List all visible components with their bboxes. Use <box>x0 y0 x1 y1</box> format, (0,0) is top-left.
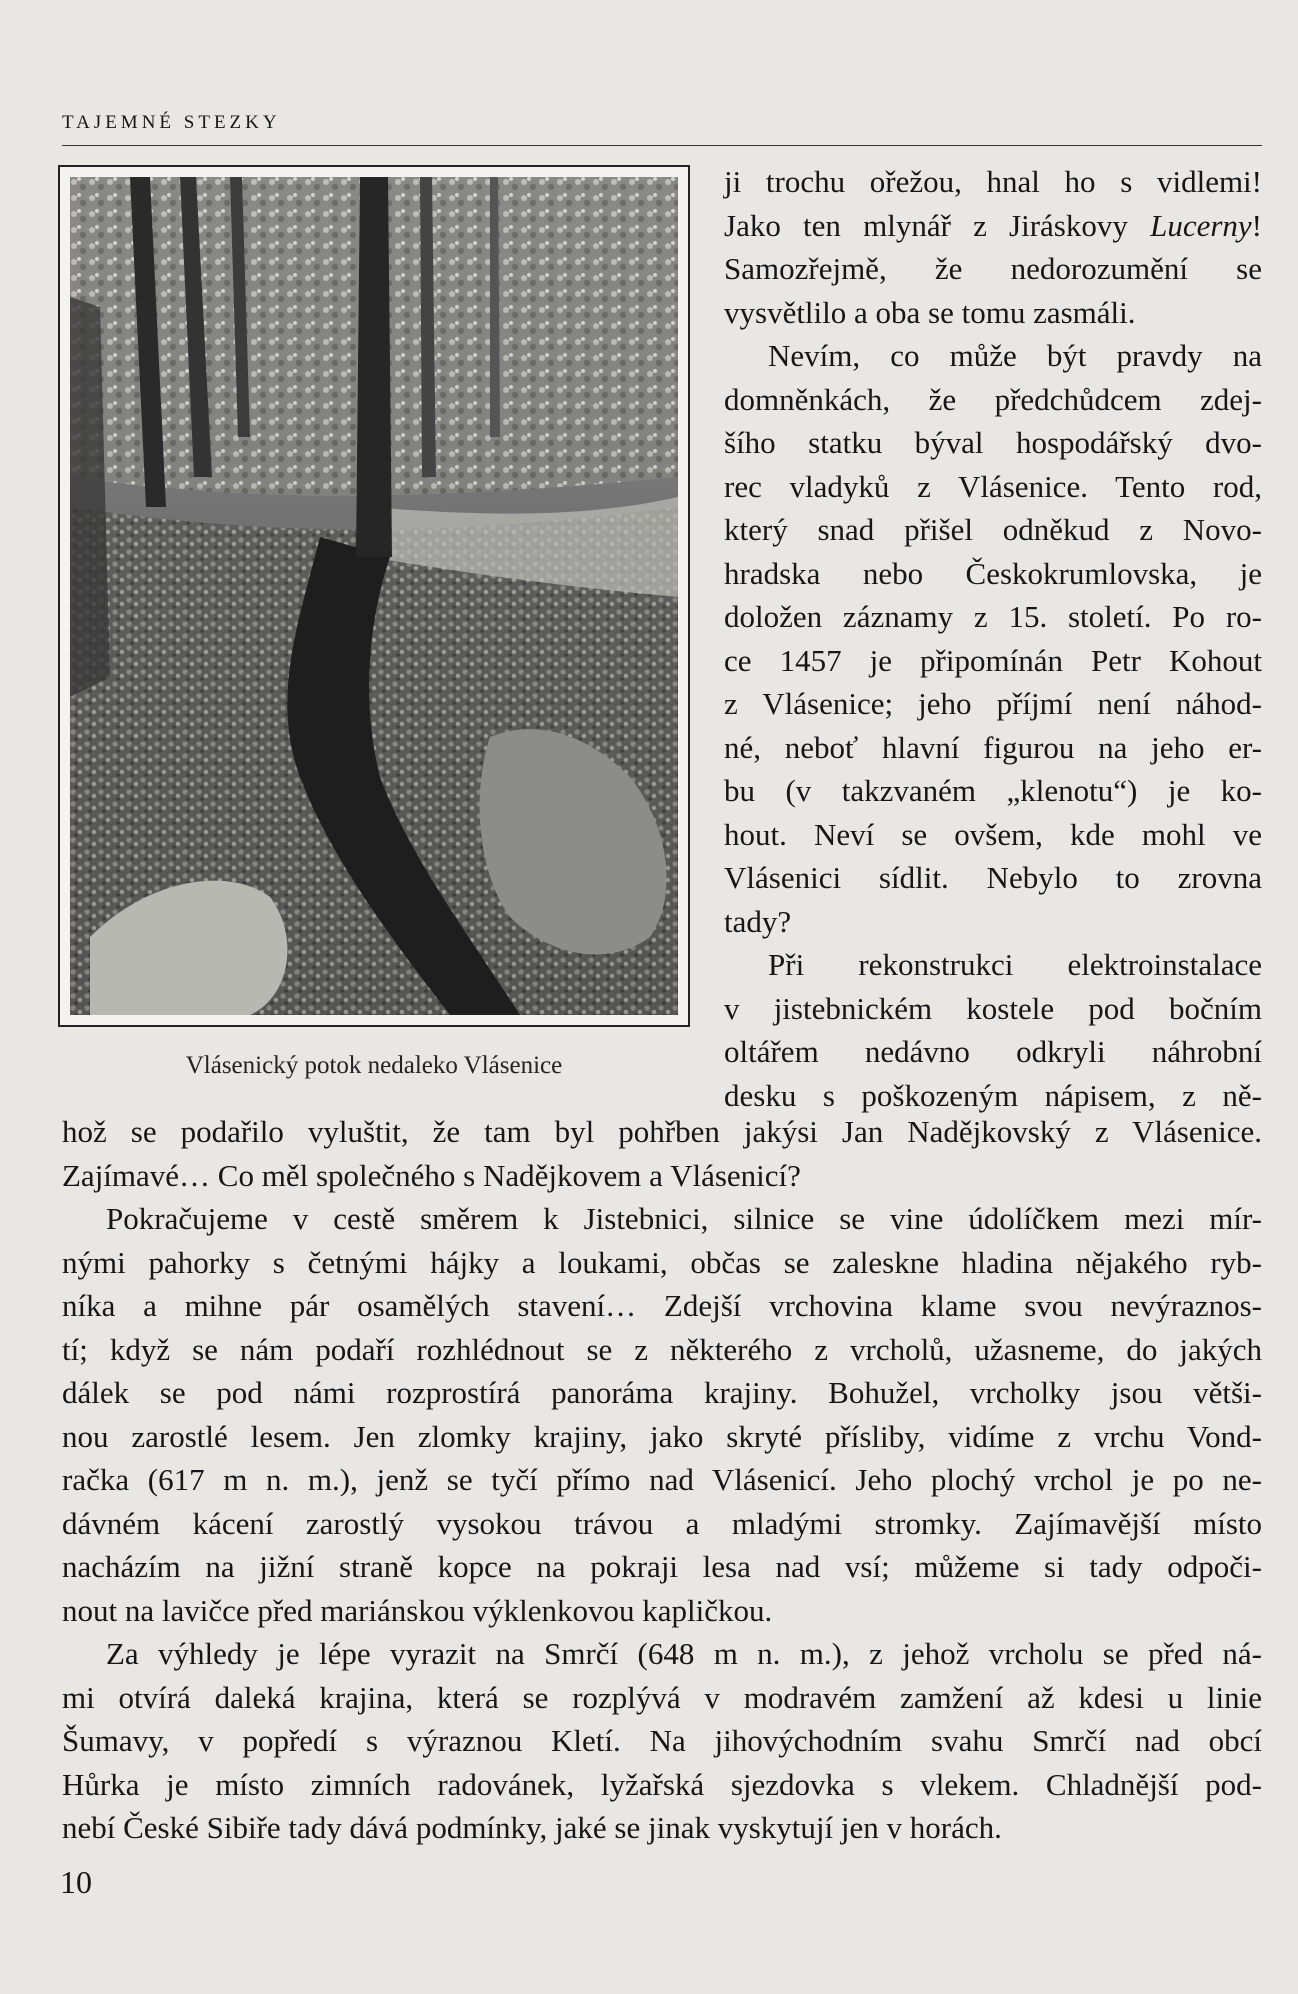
text-line: domněnkách, že předchůdcem zdej- <box>724 381 1262 417</box>
text-line: z Vlásenice; jeho příjmí není náhod- <box>724 686 1262 721</box>
text-line: dávném kácení zarostlý vysokou trávou a mladými stromky. Zajímavější místo <box>62 1505 1262 1541</box>
text-line: nebí České Sibiře tady dává podmínky, jaké se jinak vyskytují jen v horách. <box>62 1810 1002 1845</box>
full-width-text <box>62 1110 1262 1850</box>
text-line: nými pahorky s četnými hájky a loukami, občas se zaleskne hladina nějakého ryb- <box>62 1244 1262 1280</box>
text-line: níka a mihne pár osamělých stavení… Zdejší vrchovina klame svou nevýraznos- <box>62 1288 1262 1323</box>
text-line: Zajímavé… Co měl společného s Nadějkovem a Vlásenicí? <box>62 1157 801 1193</box>
text-line: desku s poškozeným nápisem, z ně- <box>724 1077 1262 1113</box>
running-title: TAJEMNÉ STEZKY <box>62 112 281 133</box>
text-line: Hůrka je místo zimních radovánek, lyžařská sjezdovka s vlekem. Chladnější pod- <box>62 1766 1262 1802</box>
right-column-text <box>724 160 1262 1117</box>
text-line: Při rekonstrukci elektroinstalace <box>768 947 1262 982</box>
text-line: ce 1457 je připomínán Petr Kohout <box>724 642 1262 678</box>
text-line: v jistebnickém kostele pod bočním <box>724 990 1262 1026</box>
figure-caption: Vlásenický potok nedaleko Vlásenice <box>185 1052 563 1079</box>
text-line: Samozřejmě, že nedorozumění se <box>724 251 1262 286</box>
text-line: račka (617 m n. m.), jenž se tyčí přímo nad Vlásenicí. Jeho plochý vrchol je po ne- <box>62 1462 1262 1497</box>
text-line: hradska nebo Českokrumlovska, je <box>724 555 1262 591</box>
text-line: né, neboť hlavní figurou na jeho er- <box>724 729 1262 765</box>
text-line: nout na lavičce před mariánskou výklenkovou kapličkou. <box>62 1592 773 1628</box>
text-line: nou zarostlé lesem. Jen zlomky krajiny, jako skryté přísliby, vidíme z vrchu Vond- <box>62 1418 1262 1454</box>
text-line: Nevím, co může být pravdy na <box>768 338 1262 373</box>
text-line: mi otvírá daleká krajina, která se rozplývá v modravém zamžení až kdesi u linie <box>62 1679 1262 1715</box>
text-line: Za výhledy je lépe vyrazit na Smrčí (648 m n. m.), z jehož vrcholu se před ná- <box>106 1636 1262 1671</box>
text-line: šího statku býval hospodářský dvo- <box>724 425 1262 460</box>
text-line: vysvětlilo a oba se tomu zasmáli. <box>724 294 1136 330</box>
text-line: ji trochu ořežou, hnal ho s vidlemi! <box>724 164 1262 199</box>
header-rule <box>62 145 1262 146</box>
page-number: 10 <box>60 1864 92 1900</box>
text-line: tady? <box>724 903 792 939</box>
book-title: Lucerny <box>1150 207 1252 243</box>
text-line: Pokračujeme v cestě směrem k Jistebnici, silnice se vine údolíčkem mezi mír- <box>106 1201 1262 1236</box>
text-line: Vlásenici sídlit. Nebylo to zrovna <box>724 860 1262 895</box>
text-line: který snad přišel odněkud z Novo- <box>724 512 1262 547</box>
text-line: tí; když se nám podaří rozhlédnout se z některého z vrcholů, užasneme, do jakých <box>62 1331 1262 1367</box>
text-line: hož se podařilo vyluštit, že tam byl pohřben jakýsi Jan Nadějkovský z Vlásenice. <box>62 1114 1262 1149</box>
text-line: doložen záznamy z 15. století. Po ro- <box>724 599 1262 634</box>
text-line: Jako ten mlynář z Jiráskovy Lucerny! <box>724 207 1262 243</box>
text-line: rec vladyků z Vlásenice. Tento rod, <box>724 468 1262 504</box>
figure-frame <box>58 165 690 1027</box>
text-line: nacházím na jižní straně kopce na pokraji lesa nad vsí; můžeme si tady odpoči- <box>62 1549 1262 1584</box>
text-line: Šumavy, v popředí s výraznou Kletí. Na jihovýchodním svahu Smrčí nad obcí <box>62 1723 1262 1758</box>
text-line: bu (v takzvaném „klenotu“) je ko- <box>724 773 1262 808</box>
text-line: oltářem nedávno odkryli náhrobní <box>724 1034 1262 1069</box>
text-line: hout. Neví se ovšem, kde mohl ve <box>724 816 1262 852</box>
text-line: dálek se pod námi rozprostírá panoráma krajiny. Bohužel, vrcholky jsou větši- <box>62 1375 1262 1410</box>
forest-stream-photo <box>70 177 678 1015</box>
